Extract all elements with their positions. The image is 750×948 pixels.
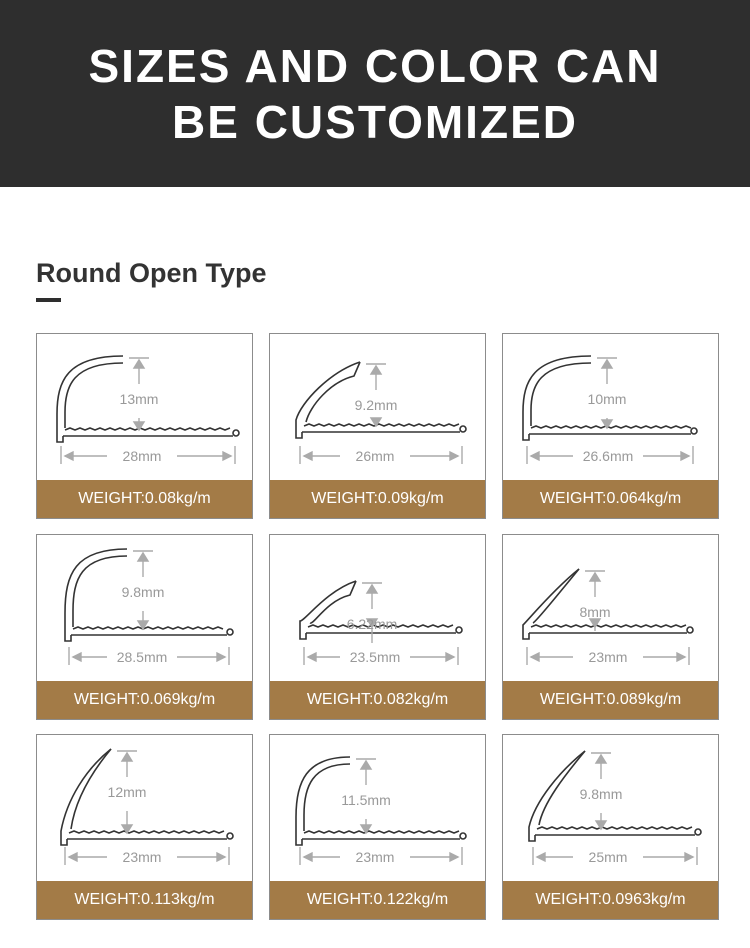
banner-line-2: BE CUSTOMIZED — [172, 95, 578, 148]
weight-label: WEIGHT:0.122kg/m — [270, 881, 485, 919]
profile-diagram — [270, 535, 487, 683]
product-card — [269, 534, 486, 720]
weight-label: WEIGHT:0.064kg/m — [503, 480, 718, 518]
profile-diagram — [270, 735, 487, 883]
dimension-arrows — [65, 751, 229, 865]
product-card — [269, 333, 486, 519]
width-dimension: 23mm — [122, 849, 162, 865]
width-dimension: 26.6mm — [582, 448, 634, 464]
profile-diagram — [37, 735, 254, 883]
product-card — [36, 534, 253, 720]
weight-label: WEIGHT:0.082kg/m — [270, 681, 485, 719]
width-dimension: 23mm — [588, 649, 628, 665]
product-card — [269, 734, 486, 920]
header-banner — [0, 0, 750, 187]
weight-label: WEIGHT:0.089kg/m — [503, 681, 718, 719]
profile-diagram — [37, 334, 254, 482]
product-card — [502, 534, 719, 720]
profile-diagram — [503, 735, 720, 883]
weight-label: WEIGHT:0.08kg/m — [37, 480, 252, 518]
product-card — [502, 333, 719, 519]
profile-diagram — [37, 535, 254, 683]
section-title: Round Open Type — [36, 258, 267, 288]
height-dimension: 13mm — [119, 391, 159, 407]
banner-line-1: SIZES AND COLOR CAN — [88, 39, 662, 92]
profile-diagram — [503, 334, 720, 482]
height-dimension: 12mm — [107, 784, 147, 800]
height-dimension: 8mm — [579, 604, 611, 620]
title-underline — [36, 298, 61, 302]
height-dimension: 10mm — [587, 391, 627, 407]
width-dimension: 23.5mm — [349, 649, 401, 665]
dimension-arrows — [69, 551, 229, 665]
width-dimension: 23mm — [355, 849, 395, 865]
product-card — [502, 734, 719, 920]
height-dimension: 9.2mm — [354, 397, 398, 413]
height-dimension: 9.8mm — [579, 786, 623, 802]
width-dimension: 25mm — [588, 849, 628, 865]
width-dimension: 28.5mm — [116, 649, 168, 665]
height-dimension: 9.8mm — [121, 584, 165, 600]
profile-diagram — [270, 334, 487, 482]
width-dimension: 28mm — [122, 448, 162, 464]
profile-outline — [61, 749, 233, 845]
weight-label: WEIGHT:0.113kg/m — [37, 881, 252, 919]
weight-label: WEIGHT:0.09kg/m — [270, 480, 485, 518]
height-dimension: 11.5mm — [341, 792, 391, 808]
product-card — [36, 734, 253, 920]
product-card — [36, 333, 253, 519]
weight-label: WEIGHT:0.069kg/m — [37, 681, 252, 719]
height-dimension: 6.22mm — [346, 616, 398, 632]
profile-diagram — [503, 535, 720, 683]
width-dimension: 26mm — [355, 448, 395, 464]
weight-label: WEIGHT:0.0963kg/m — [503, 881, 718, 919]
